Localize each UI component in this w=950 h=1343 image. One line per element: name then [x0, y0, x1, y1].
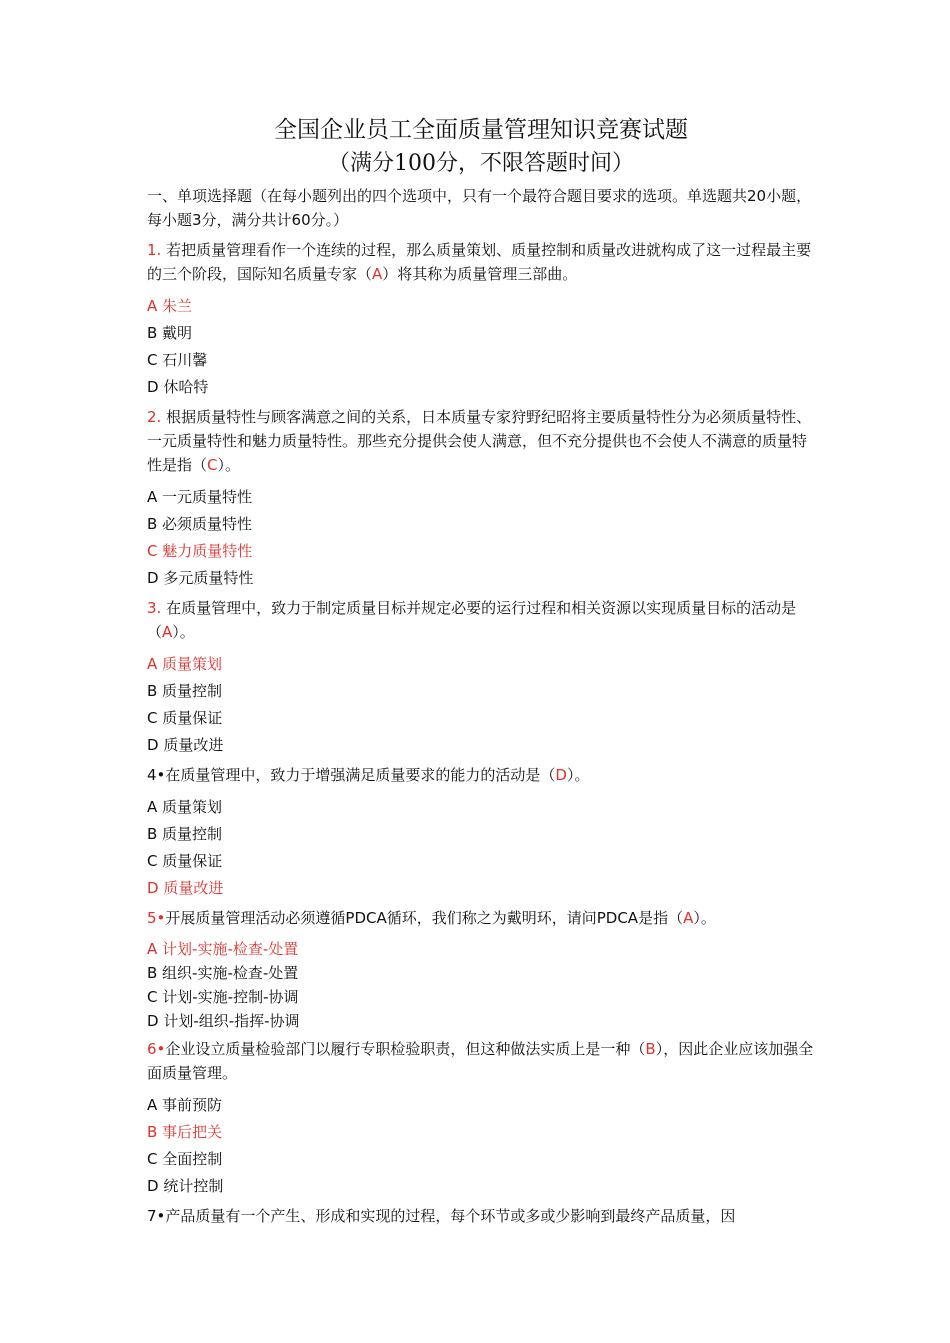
- option-b: B 组织-实施-检查-处置: [147, 964, 299, 982]
- question-number: 4•: [147, 766, 166, 784]
- answer-letter: A: [372, 265, 383, 283]
- question-number: 1.: [147, 241, 162, 259]
- question-stem: 在质量管理中，致力于制定质量目标并规定必要的运行过程和相关资源以实现质量目标的活动是（: [147, 599, 797, 641]
- question-text: [147, 1037, 815, 1085]
- question-number: 3.: [147, 599, 162, 617]
- option-b: B 质量控制: [147, 825, 223, 843]
- exam-title: 全国企业员工全面质量管理知识竞赛试题: [274, 117, 688, 143]
- option-b: B 事后把关: [147, 1123, 223, 1141]
- question-stem-end: ）。: [693, 909, 716, 927]
- question-3: [147, 596, 815, 644]
- question-stem-end: ）。: [217, 456, 241, 474]
- question-4: [147, 763, 815, 787]
- option-a: A 事前预防: [147, 1096, 223, 1114]
- option-d: D 质量改进: [147, 736, 224, 754]
- option-a: A 一元质量特性: [147, 488, 253, 506]
- question-text: [147, 596, 815, 644]
- option-b: B 质量控制: [147, 682, 223, 700]
- document-page: [147, 112, 815, 1235]
- question-number: 2.: [147, 408, 162, 426]
- section-intro: 一、单项选择题（在每小题列出的四个选项中，只有一个最符合题目要求的选项。单选题共20小题，每小题3分，满分共计60分。）: [147, 187, 812, 229]
- question-stem: 企业设立质量检验部门以履行专职检验职责，但这种做法实质上是一种（: [165, 1040, 646, 1058]
- option-c: C 质量保证: [147, 709, 223, 727]
- question-stem-end: ）。: [172, 623, 195, 641]
- answer-letter: B: [645, 1040, 656, 1058]
- question-stem: 开展质量管理活动必须遵循PDCA循环，我们称之为戴明环，请问PDCA是指（: [165, 909, 684, 927]
- option-d: D 计划-组织-指挥-协调: [147, 1012, 300, 1030]
- option-c: C 石川馨: [147, 351, 208, 369]
- question-6: [147, 1037, 815, 1085]
- option-a: A 质量策划: [147, 798, 223, 816]
- option-a: A 计划-实施-检查-处置: [147, 940, 299, 958]
- question-number: 6•: [147, 1040, 166, 1058]
- answer-letter: D: [555, 766, 567, 784]
- question-2: [147, 405, 815, 477]
- option-a: A 质量策划: [147, 655, 223, 673]
- question-stem-end: ）。: [566, 766, 590, 784]
- question-stem: 产品质量有一个产生、形成和实现的过程，每个环节或多或少影响到最终产品质量，因: [165, 1207, 736, 1225]
- option-b: B 戴明: [147, 324, 193, 342]
- question-text: [147, 238, 815, 286]
- question-number: 7•: [147, 1207, 166, 1225]
- question-text: [147, 405, 815, 477]
- question-stem-end: ）将其称为质量管理三部曲。: [382, 265, 578, 283]
- option-a: A 朱兰: [147, 297, 193, 315]
- option-c: C 魅力质量特性: [147, 542, 253, 560]
- answer-letter: C: [207, 456, 218, 474]
- option-d: D 质量改进: [147, 879, 224, 897]
- question-stem: 在质量管理中，致力于增强满足质量要求的能力的活动是（: [165, 766, 556, 784]
- question-stem-end: ），因此企业应该加强全面质量管理。: [147, 1040, 814, 1082]
- answer-letter: A: [162, 623, 173, 641]
- question-number: 5•: [147, 909, 166, 927]
- question-5: [147, 906, 815, 930]
- question-stem: 若把质量管理看作一个连续的过程，那么质量策划、质量控制和质量改进就构成了这一过程最主要的三个阶段，国际知名质量专家（: [147, 241, 812, 283]
- option-b: B 必须质量特性: [147, 515, 253, 533]
- question-stem: 根据质量特性与顾客满意之间的关系，日本质量专家狩野纪昭将主要质量特性分为必须质量特性、一元质量特性和魅力质量特性。那些充分提供会使人满意，但不充分提供也不会使人不满意的质量特性是指（: [147, 408, 812, 474]
- answer-letter: A: [683, 909, 694, 927]
- option-d: D 统计控制: [147, 1177, 224, 1195]
- option-d: D 休哈特: [147, 378, 209, 396]
- question-7: [147, 1204, 815, 1228]
- question-text: [147, 1204, 815, 1228]
- option-d: D 多元质量特性: [147, 569, 254, 587]
- exam-subtitle: （满分100分，不限答题时间）: [328, 151, 634, 176]
- question-text: [147, 763, 815, 787]
- question-text: [147, 906, 815, 930]
- option-c: C 质量保证: [147, 852, 223, 870]
- question-1: [147, 238, 815, 286]
- option-c: C 计划-实施-控制-协调: [147, 988, 299, 1006]
- option-c: C 全面控制: [147, 1150, 223, 1168]
